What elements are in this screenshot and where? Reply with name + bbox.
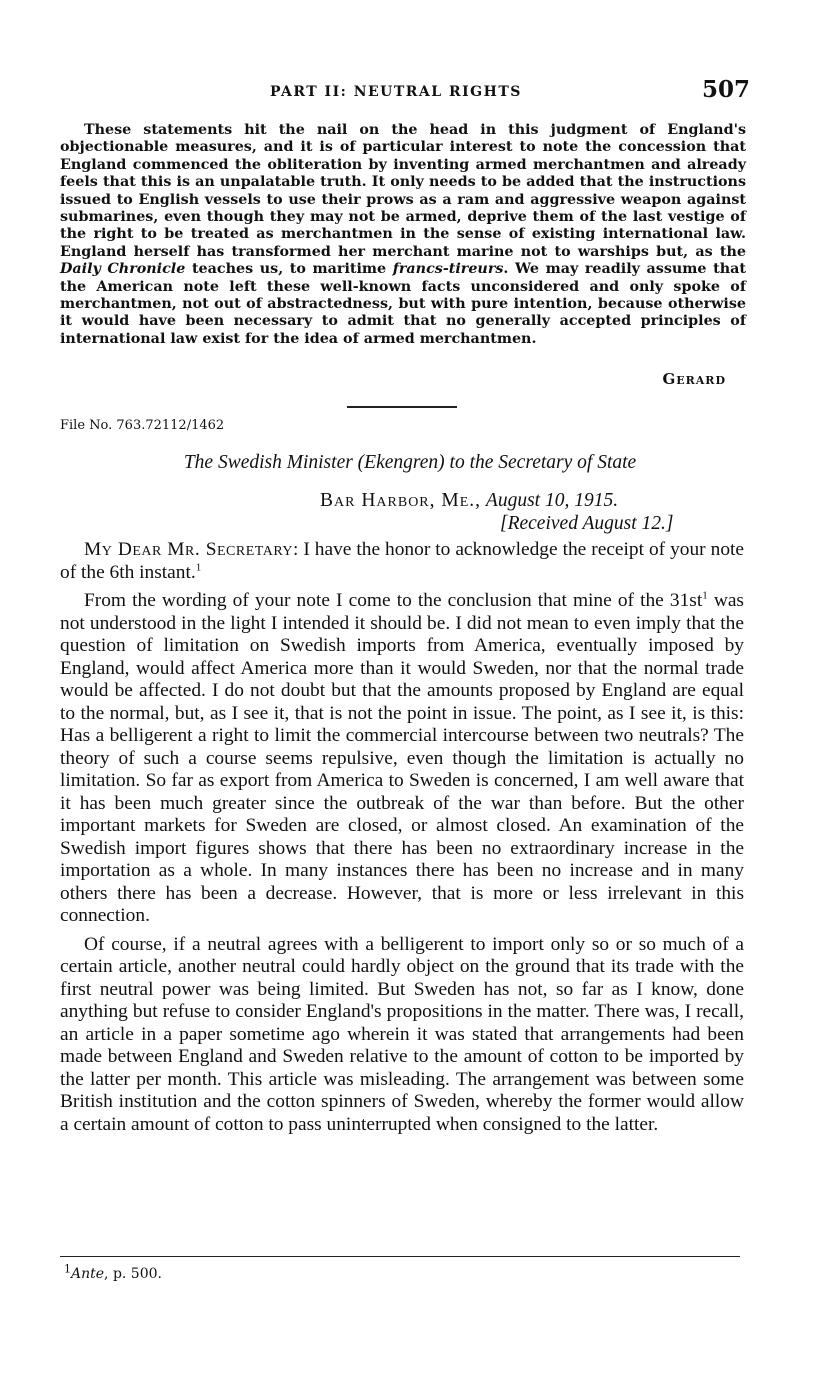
footnote-marker: 1: [702, 589, 708, 602]
section-divider: [347, 406, 457, 408]
footnote-rule: [60, 1256, 740, 1257]
quoted-text-block: [60, 122, 746, 348]
footnote-marker: 1: [195, 561, 202, 574]
signature: Gerard: [662, 370, 726, 388]
quote-text-part: . We may readily assume that the American note left these well-known facts unconsidered and only spoke of merchantmen, not out of abstractedness, but with pure intention, because otherwise it would have been necessary to admit that no generally accepted principles of international law exist for the idea of armed merchantmen.: [60, 261, 746, 347]
footnote: [64, 1262, 162, 1282]
received-date: [Received August 12.]: [500, 513, 674, 534]
file-number: File No. 763.72112/1462: [60, 418, 225, 433]
page-number: 507: [701, 76, 750, 103]
paragraph-text: Of course, if a neutral agrees with a belligerent to import only so or so much of a certain article, another neutral could hardly object on the ground that its trade with the first neutral power was being limited. But Sweden has not, so far as I know, done anything but refuse to consider England's propositions in the matter. There was, I recall, an article in a paper sometime ago wherein it was stated that arrangements had been made between England and Sweden relative to the amount of cotton to be imported by the latter per month. This article was misleading. The arrangement was between some British institution and the cotton spinners of Sweden, whereby the former would allow a certain amount of cotton to pass uninterrupted when consigned to the latter.: [60, 933, 744, 1135]
dateline: [320, 490, 618, 512]
paragraph-text: From the wording of your note I come to the conclusion that mine of the 31st: [84, 590, 703, 611]
paragraph-text: : I have the honor to acknowledge the receipt of your note of the 6th instant.: [60, 539, 745, 583]
letter-body: [60, 539, 744, 1142]
footnote-ref: Ante: [71, 1266, 105, 1282]
paragraph: [60, 934, 744, 1137]
salutation: My Dear Mr. Secretary: [84, 539, 293, 560]
quote-foreign-term: francs-tireurs: [392, 261, 504, 278]
paragraph-text: was not understood in the light I intended it should be. I did not mean to even imply that the question of limitation on Swedish imports from America, eventually imposed by England, would affect America more than it would Sweden, nor that the normal trade would be affected. I do not doubt but that the amounts proposed by England are equal to the normal, but, as I see it, that is not the point in issue. The point, as I see it, is this: Has a belligerent a right to limit the commercial intercourse between two neutrals? The theory of such a course seems repulsive, even though the limitation is actually no limitation. So far as export from America to Sweden is concerned, I am well aware that it has been much greater since the outbreak of the war than before. But the other important markets for Sweden are closed, or almost closed. An examination of the Swedish import figures shows that there has been no extraordinary increase in the importation as a whole. In many instances there has been no increase and in many others there has been a decrease. However, that is more or less irrelevant in this connection.: [60, 590, 744, 926]
paragraph: [60, 590, 744, 928]
paragraph: [60, 539, 744, 584]
quote-newspaper-name: Daily Chronicle: [60, 261, 186, 278]
quote-text-part: These statements hit the nail on the head in this judgment of England's objectionable measures, and it is of particular interest to note the concession that England commenced the obliteration by inventing armed merchantmen and already feels that this is an unpalatable truth. It only needs to be added that the instructions issued to English vessels to use their prows as a ram and aggressive weapon against submarines, even though they may not be armed, deprive them of the last vestige of the right to be treated as merchantmen in the sense of existing international law. England herself has transformed her merchant marine not to warships but, as the: [60, 122, 746, 260]
quote-text-part: teaches us, to maritime: [185, 261, 393, 278]
page-header: [60, 76, 750, 106]
dateline-place: Bar Harbor, Me.,: [320, 490, 482, 511]
dateline-date: August 10, 1915.: [485, 490, 619, 511]
document-title: The Swedish Minister (Ekengren) to the Secretary of State: [183, 452, 637, 473]
footnote-number: 1: [64, 1262, 71, 1276]
running-head: PART II: NEUTRAL RIGHTS: [270, 84, 522, 100]
footnote-text: , p. 500.: [104, 1266, 162, 1282]
